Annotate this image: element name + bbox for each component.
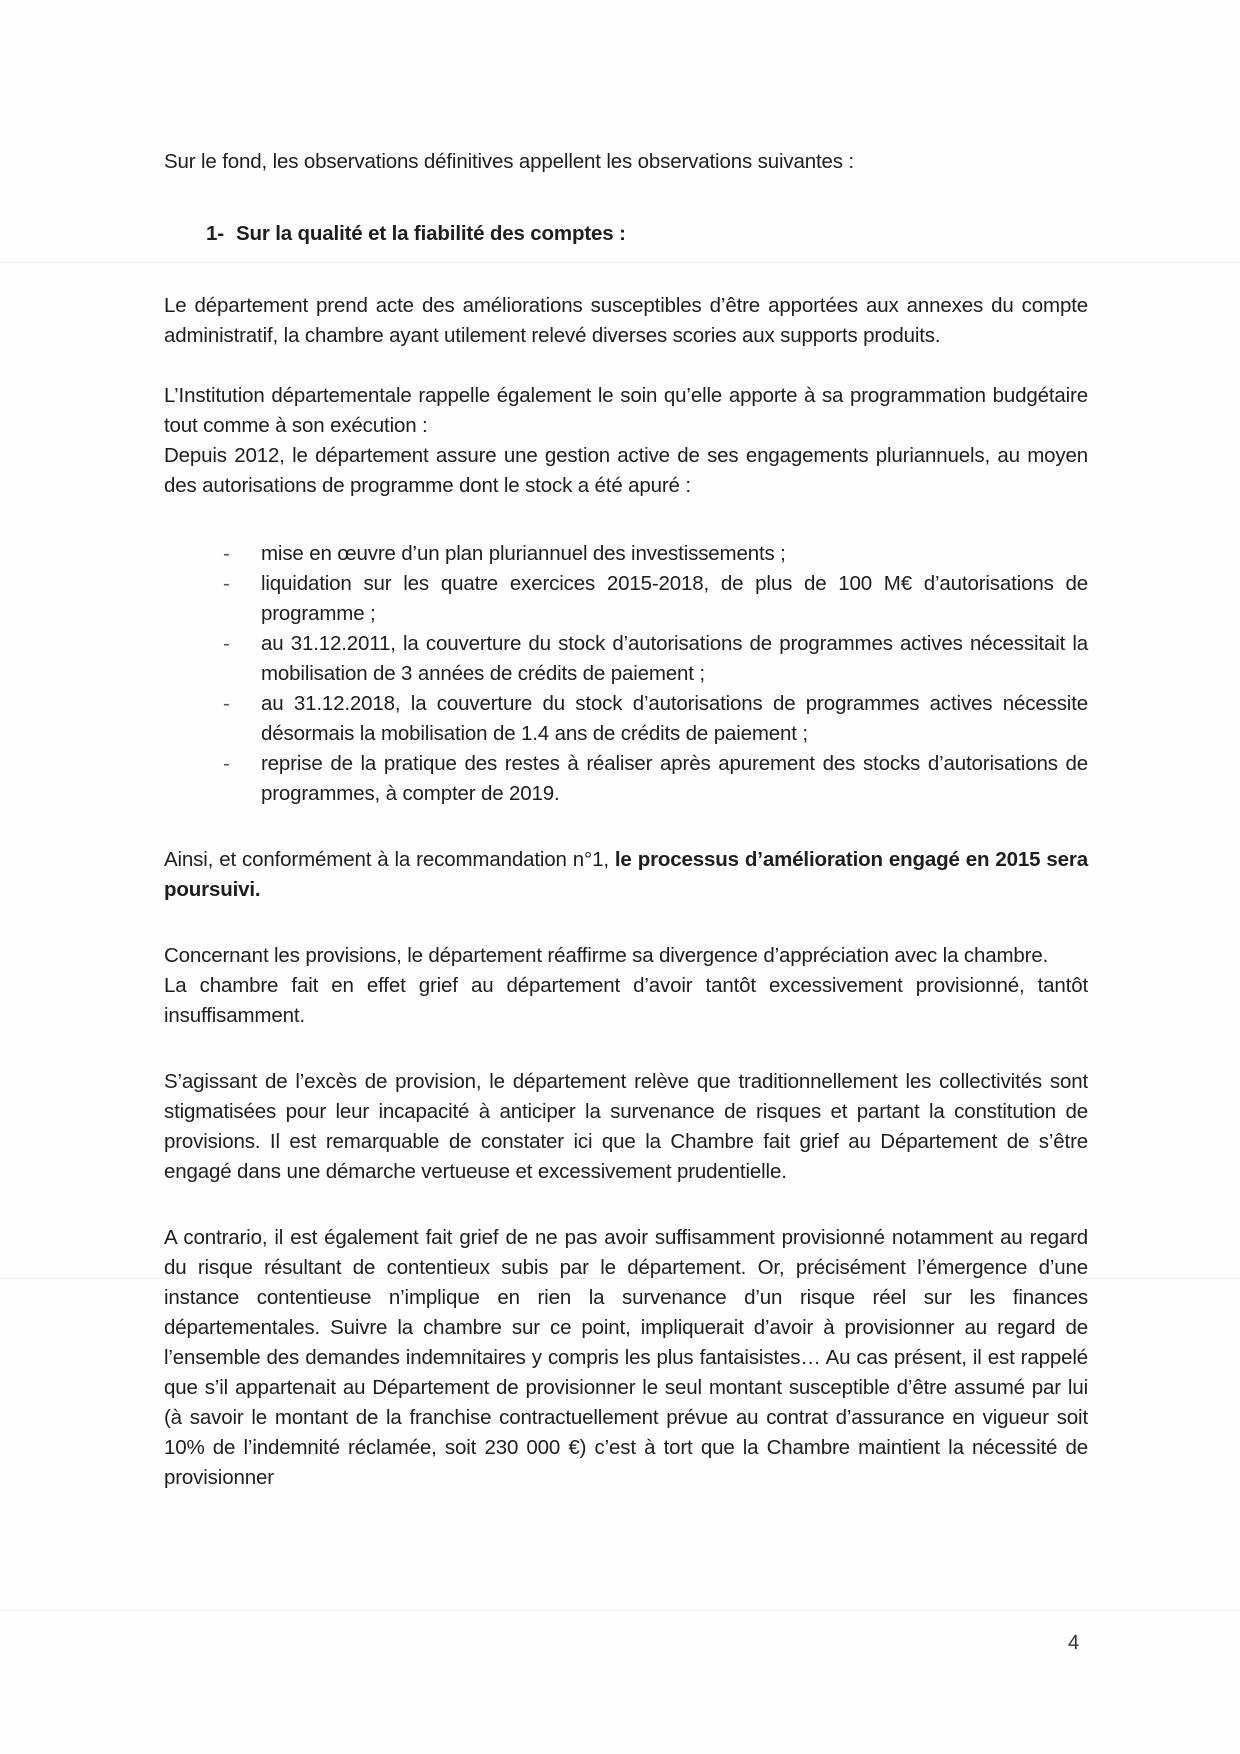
paragraph-institution: L’Institution départementale rappelle également le soin qu’elle apporte à sa programmation budgétaire tout comme à son exécution : <box>164 384 1088 437</box>
bold-conclusion: le processus d’amélioration engagé en 2015 sera poursuivi. <box>164 848 1089 901</box>
dash-bullet-icon: - <box>223 752 230 775</box>
paragraph-provisions: Concernant les provisions, le département réaffirme sa divergence d’appréciation avec la chambre. <box>164 944 1049 967</box>
dash-bullet-icon: - <box>223 572 230 595</box>
dash-bullet-icon: - <box>223 632 230 655</box>
list-item: - mise en œuvre d’un plan pluriannuel des investissements ; <box>223 539 1088 569</box>
paragraph-grief: La chambre fait en effet grief au département d’avoir tantôt excessivement provisionné, tantôt insuffisamment. <box>164 974 1088 1027</box>
section-heading <box>164 219 1088 249</box>
list-item: - au 31.12.2018, la couverture du stock d’autorisations de programmes actives nécessite désormais la mobilisation de 1.4 ans de crédits de paiement ; <box>223 689 1088 749</box>
document-body <box>164 147 1088 1493</box>
dash-bullet-icon: - <box>223 692 230 715</box>
list-item: - liquidation sur les quatre exercices 2015-2018, de plus de 100 M€ d’autorisations de programme ; <box>223 569 1088 629</box>
section-number: 1- <box>206 222 224 245</box>
dash-bullet-icon: - <box>223 542 230 565</box>
list-item: - reprise de la pratique des restes à réaliser après apurement des stocks d’autorisations de programmes, à compter de 2019. <box>223 749 1088 809</box>
paragraph-a-contrario: A contrario, il est également fait grief de ne pas avoir suffisamment provisionné notamment au regard du risque résultant de contentieux subis par le département. Or, précisément l’émergence d’une instance contentieuse n’implique en rien la survenance d’un risque réel sur les finances départementales. Suivre la chambre sur ce point, impliquerait d’avoir à provisionner au regard de l’ensemble des demandes indemnitaires y compris les plus fantaisistes… Au cas présent, il est rappelé que s’il appartenait au Département de provisionner le seul montant susceptible d’être assumé par lui (à savoir le montant de la franchise contractuellement prévue au contrat d’assurance en vigueur soit 10% de l’indemnité réclamée, soit 230 000 €) c’est à tort que la Chambre maintient la nécessité de provisionner <box>164 1226 1088 1489</box>
page-number: 4 <box>1068 1632 1080 1654</box>
intro-paragraph: Sur le fond, les observations définitives appellent les observations suivantes : <box>164 150 854 173</box>
paragraph-annexes: Le département prend acte des améliorations susceptibles d’être apportées aux annexes du compte administratif, la chambre ayant utilement relevé diverses scories aux supports produits. <box>164 294 1088 347</box>
paragraph-recommandation: Ainsi, et conformément à la recommandation n°1, le processus d’amélioration engagé en 2015 sera poursuivi. <box>164 848 1089 901</box>
paragraph-exces-provision: S’agissant de l’excès de provision, le département relève que traditionnellement les collectivités sont stigmatisées pour leur incapacité à anticiper la survenance de risques et partant la constitution de provisions. Il est remarquable de constater ici que la Chambre fait grief au Département de s’être engagé dans une démarche vertueuse et excessivement prudentielle. <box>164 1070 1088 1183</box>
list-item: - au 31.12.2011, la couverture du stock d’autorisations de programmes actives nécessitait la mobilisation de 3 années de crédits de paiement ; <box>223 629 1088 689</box>
scan-artifact-line <box>0 1610 1240 1611</box>
section-title: Sur la qualité et la fiabilité des comptes : <box>235 222 626 245</box>
measures-list <box>164 539 1088 809</box>
paragraph-depuis-2012: Depuis 2012, le département assure une gestion active de ses engagements pluriannuels, au moyen des autorisations de programme dont le stock a été apuré : <box>164 444 1088 497</box>
